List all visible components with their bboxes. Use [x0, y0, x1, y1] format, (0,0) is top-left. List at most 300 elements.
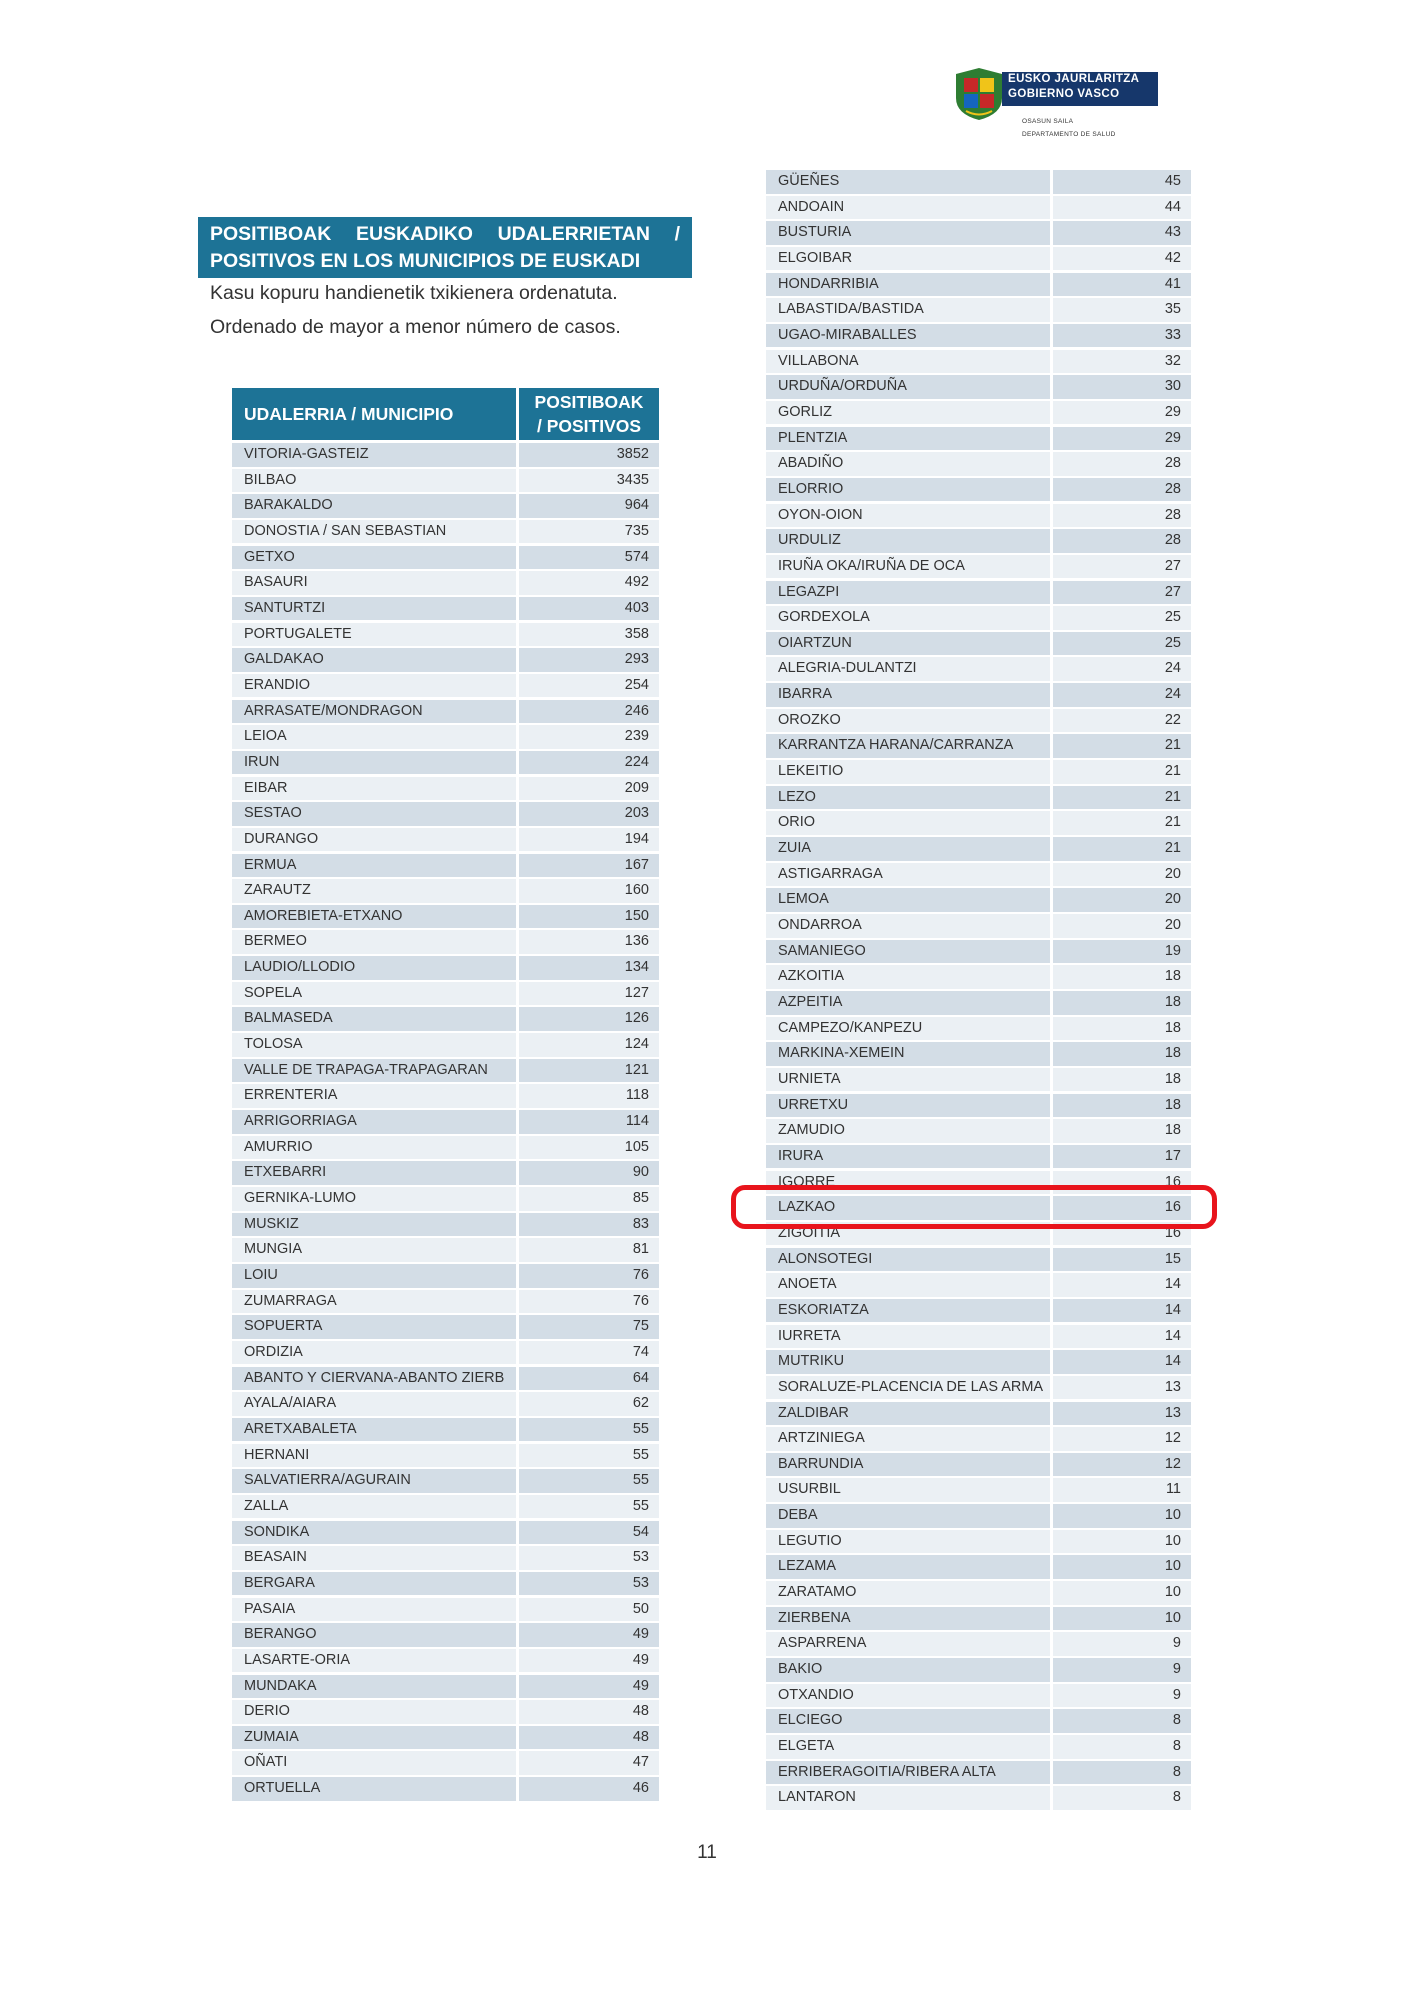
- municipality-name: OTXANDIO: [766, 1684, 1050, 1708]
- positives-count: 12: [1053, 1427, 1191, 1451]
- municipality-name: ELCIEGO: [766, 1709, 1050, 1733]
- municipality-name: ETXEBARRI: [232, 1161, 516, 1185]
- table-row: [766, 1299, 1191, 1325]
- positives-count: 10: [1053, 1530, 1191, 1554]
- municipality-name: UGAO-MIRABALLES: [766, 324, 1050, 348]
- table-row: [232, 751, 659, 777]
- positives-count: 29: [1053, 427, 1191, 451]
- positives-count: 246: [519, 700, 659, 724]
- positives-count: 28: [1053, 452, 1191, 476]
- positives-count: 45: [1053, 170, 1191, 194]
- municipality-name: VILLABONA: [766, 350, 1050, 374]
- municipality-name: ORDIZIA: [232, 1341, 516, 1365]
- table-row: [232, 1777, 659, 1803]
- table-row: [232, 623, 659, 649]
- title-word: POSITIBOAK: [210, 223, 332, 245]
- positives-count: 28: [1053, 478, 1191, 502]
- positives-count: 21: [1053, 811, 1191, 835]
- municipality-name: LANTARON: [766, 1786, 1050, 1810]
- municipality-name: LABASTIDA/BASTIDA: [766, 298, 1050, 322]
- positives-count: 105: [519, 1136, 659, 1160]
- positives-count: 48: [519, 1700, 659, 1724]
- municipality-name: OROZKO: [766, 709, 1050, 733]
- positives-count: 127: [519, 982, 659, 1006]
- table-row: [766, 1761, 1191, 1787]
- table-row: [232, 854, 659, 880]
- table-row: [232, 546, 659, 572]
- positives-count: 9: [1053, 1632, 1191, 1656]
- positives-count: 14: [1053, 1325, 1191, 1349]
- table-row: [766, 478, 1191, 504]
- positives-count: 21: [1053, 837, 1191, 861]
- positives-count: 136: [519, 930, 659, 954]
- positives-count: 167: [519, 854, 659, 878]
- positives-count: 74: [519, 1341, 659, 1365]
- table-row: [766, 1350, 1191, 1376]
- municipality-name: ARTZINIEGA: [766, 1427, 1050, 1451]
- table-row: [232, 469, 659, 495]
- municipality-name: ERRIBERAGOITIA/RIBERA ALTA: [766, 1761, 1050, 1785]
- positives-count: 50: [519, 1598, 659, 1622]
- header-municipality: UDALERRIA / MUNICIPIO: [232, 388, 516, 440]
- positives-count: 150: [519, 905, 659, 929]
- positives-count: 24: [1053, 683, 1191, 707]
- municipality-name: MUNGIA: [232, 1238, 516, 1262]
- municipality-name: DEBA: [766, 1504, 1050, 1528]
- table-row: [232, 1521, 659, 1547]
- municipality-name: LAZKAO: [766, 1196, 1050, 1220]
- positives-count: 160: [519, 879, 659, 903]
- positives-count: 27: [1053, 581, 1191, 605]
- municipality-name: HONDARRIBIA: [766, 273, 1050, 297]
- positives-count: 14: [1053, 1350, 1191, 1374]
- municipality-name: MARKINA-XEMEIN: [766, 1042, 1050, 1066]
- table-row: [232, 1084, 659, 1110]
- municipality-name: ALEGRIA-DULANTZI: [766, 657, 1050, 681]
- table-row: [766, 196, 1191, 222]
- positives-count: 76: [519, 1290, 659, 1314]
- municipality-name: VALLE DE TRAPAGA-TRAPAGARAN: [232, 1059, 516, 1083]
- municipality-name: ASPARRENA: [766, 1632, 1050, 1656]
- positives-count: 358: [519, 623, 659, 647]
- positives-count: 254: [519, 674, 659, 698]
- municipality-name: ERRENTERIA: [232, 1084, 516, 1108]
- municipality-name: SANTURTZI: [232, 597, 516, 621]
- municipality-name: BERMEO: [232, 930, 516, 954]
- municipality-name: PLENTZIA: [766, 427, 1050, 451]
- table-row: [766, 1607, 1191, 1633]
- municipality-name: BILBAO: [232, 469, 516, 493]
- municipality-name: OÑATI: [232, 1751, 516, 1775]
- municipality-name: GÜEÑES: [766, 170, 1050, 194]
- table-row: [232, 930, 659, 956]
- table-row: [766, 298, 1191, 324]
- table-row: [766, 940, 1191, 966]
- municipality-name: ALONSOTEGI: [766, 1248, 1050, 1272]
- municipality-name: AYALA/AIARA: [232, 1392, 516, 1416]
- positives-count: 8: [1053, 1761, 1191, 1785]
- positives-count: 964: [519, 494, 659, 518]
- municipality-name: AZKOITIA: [766, 965, 1050, 989]
- positives-count: 42: [1053, 247, 1191, 271]
- municipality-name: LEKEITIO: [766, 760, 1050, 784]
- table-row: [232, 956, 659, 982]
- table-row: [232, 1649, 659, 1675]
- table-row: [232, 1726, 659, 1752]
- positives-count: 25: [1053, 606, 1191, 630]
- positives-count: 14: [1053, 1273, 1191, 1297]
- municipality-name: IRURA: [766, 1145, 1050, 1169]
- positives-count: 55: [519, 1444, 659, 1468]
- table-row: [232, 1469, 659, 1495]
- positives-count: 574: [519, 546, 659, 570]
- table-row: [766, 1709, 1191, 1735]
- table-row: [232, 571, 659, 597]
- positives-count: 403: [519, 597, 659, 621]
- municipality-name: BUSTURIA: [766, 221, 1050, 245]
- table-row: [232, 1033, 659, 1059]
- table-row: [766, 1094, 1191, 1120]
- table-row: [766, 1504, 1191, 1530]
- title-line-2: POSITIVOS EN LOS MUNICIPIOS DE EUSKADI: [210, 250, 641, 272]
- positives-count: 13: [1053, 1376, 1191, 1400]
- table-row: [766, 965, 1191, 991]
- positives-count: 293: [519, 648, 659, 672]
- positives-count: 32: [1053, 350, 1191, 374]
- highlight-box: [731, 1185, 1217, 1229]
- table-row: [232, 905, 659, 931]
- table-row: [766, 324, 1191, 350]
- municipality-name: TOLOSA: [232, 1033, 516, 1057]
- left-table-body: [232, 443, 659, 1803]
- table-row: [766, 760, 1191, 786]
- municipality-name: AMOREBIETA-ETXANO: [232, 905, 516, 929]
- table-row: [766, 1555, 1191, 1581]
- municipality-name: ABANTO Y CIERVANA-ABANTO ZIERB: [232, 1367, 516, 1391]
- positives-count: 16: [1053, 1171, 1191, 1195]
- positives-count: 90: [519, 1161, 659, 1185]
- table-row: [232, 1315, 659, 1341]
- section-title: [198, 217, 692, 278]
- title-word: UDALERRIETAN: [497, 223, 650, 245]
- municipality-name: AMURRIO: [232, 1136, 516, 1160]
- table-row: [232, 1598, 659, 1624]
- table-row: [232, 777, 659, 803]
- positives-count: 9: [1053, 1658, 1191, 1682]
- municipality-name: IGORRE: [766, 1171, 1050, 1195]
- table-row: [766, 1376, 1191, 1402]
- municipality-name: URDUÑA/ORDUÑA: [766, 375, 1050, 399]
- positives-count: 8: [1053, 1786, 1191, 1810]
- table-row: [232, 1675, 659, 1701]
- municipality-name: SONDIKA: [232, 1521, 516, 1545]
- municipality-name: ZALLA: [232, 1495, 516, 1519]
- municipality-name: BEASAIN: [232, 1546, 516, 1570]
- positives-count: 11: [1053, 1478, 1191, 1502]
- positives-count: 114: [519, 1110, 659, 1134]
- municipality-name: ONDARROA: [766, 914, 1050, 938]
- table-row: [766, 401, 1191, 427]
- municipality-name: HERNANI: [232, 1444, 516, 1468]
- positives-count: 10: [1053, 1555, 1191, 1579]
- municipality-name: LEGAZPI: [766, 581, 1050, 605]
- municipality-name: VITORIA-GASTEIZ: [232, 443, 516, 467]
- municipality-name: BALMASEDA: [232, 1007, 516, 1031]
- municipality-name: DONOSTIA / SAN SEBASTIAN: [232, 520, 516, 544]
- positives-count: 118: [519, 1084, 659, 1108]
- positives-count: 224: [519, 751, 659, 775]
- positives-count: 29: [1053, 401, 1191, 425]
- municipality-name: GETXO: [232, 546, 516, 570]
- municipality-name: BAKIO: [766, 1658, 1050, 1682]
- municipality-name: ZAMUDIO: [766, 1119, 1050, 1143]
- government-logo: [950, 62, 1170, 142]
- table-row: [766, 991, 1191, 1017]
- page-number: 11: [697, 1842, 717, 1863]
- positives-count: 15: [1053, 1248, 1191, 1272]
- municipality-name: ARRIGORRIAGA: [232, 1110, 516, 1134]
- municipality-name: ARETXABALETA: [232, 1418, 516, 1442]
- table-row: [766, 350, 1191, 376]
- municipality-name: BERANGO: [232, 1623, 516, 1647]
- header-positives-line-1: POSITIBOAK: [534, 392, 644, 412]
- municipality-name: EIBAR: [232, 777, 516, 801]
- table-row: [766, 452, 1191, 478]
- subtitle-eu: Kasu kopuru handienetik txikienera ordenatuta.: [210, 282, 618, 304]
- positives-count: 10: [1053, 1581, 1191, 1605]
- positives-count: 24: [1053, 657, 1191, 681]
- positives-count: 16: [1053, 1196, 1191, 1220]
- positives-count: 18: [1053, 1017, 1191, 1041]
- positives-count: 20: [1053, 863, 1191, 887]
- positives-count: 18: [1053, 965, 1191, 989]
- positives-count: 49: [519, 1675, 659, 1699]
- positives-count: 10: [1053, 1607, 1191, 1631]
- table-row: [232, 1572, 659, 1598]
- table-row: [232, 700, 659, 726]
- positives-count: 12: [1053, 1453, 1191, 1477]
- municipality-name: LOIU: [232, 1264, 516, 1288]
- positives-count: 239: [519, 725, 659, 749]
- positives-count: 27: [1053, 555, 1191, 579]
- positives-count: 53: [519, 1572, 659, 1596]
- table-row: [232, 828, 659, 854]
- table-row: [232, 1059, 659, 1085]
- table-row: [232, 1110, 659, 1136]
- table-row: [766, 632, 1191, 658]
- table-row: [766, 221, 1191, 247]
- positives-count: 18: [1053, 1119, 1191, 1143]
- table-row: [766, 1042, 1191, 1068]
- positives-count: 19: [1053, 940, 1191, 964]
- positives-count: 18: [1053, 1042, 1191, 1066]
- positives-count: 28: [1053, 529, 1191, 553]
- municipality-name: PASAIA: [232, 1598, 516, 1622]
- table-row: [766, 555, 1191, 581]
- basque-seal-icon: [950, 64, 1008, 122]
- positives-count: 18: [1053, 1068, 1191, 1092]
- subtitle-es: Ordenado de mayor a menor número de casos.: [210, 316, 621, 338]
- table-row: [766, 811, 1191, 837]
- logo-line-2: GOBIERNO VASCO: [1008, 88, 1120, 100]
- municipality-name: GORLIZ: [766, 401, 1050, 425]
- municipality-name: AZPEITIA: [766, 991, 1050, 1015]
- municipality-name: ABADIÑO: [766, 452, 1050, 476]
- positives-count: 85: [519, 1187, 659, 1211]
- title-word: EUSKADIKO: [355, 223, 473, 245]
- positives-count: 18: [1053, 991, 1191, 1015]
- positives-count: 81: [519, 1238, 659, 1262]
- table-row: [766, 1735, 1191, 1761]
- municipality-name: URRETXU: [766, 1094, 1050, 1118]
- municipality-name: LAUDIO/LLODIO: [232, 956, 516, 980]
- positives-count: 55: [519, 1469, 659, 1493]
- positives-count: 53: [519, 1546, 659, 1570]
- municipality-name: LEGUTIO: [766, 1530, 1050, 1554]
- positives-count: 30: [1053, 375, 1191, 399]
- positives-count: 35: [1053, 298, 1191, 322]
- table-row: [232, 443, 659, 469]
- table-row: [232, 1187, 659, 1213]
- positives-count: 48: [519, 1726, 659, 1750]
- table-row: [232, 1238, 659, 1264]
- positives-count: 55: [519, 1495, 659, 1519]
- positives-count: 28: [1053, 504, 1191, 528]
- table-row: [232, 1161, 659, 1187]
- municipality-name: GORDEXOLA: [766, 606, 1050, 630]
- municipality-name: DERIO: [232, 1700, 516, 1724]
- logo-band: [1002, 72, 1158, 106]
- positives-count: 203: [519, 802, 659, 826]
- table-row: [766, 1453, 1191, 1479]
- table-row: [766, 837, 1191, 863]
- table-row: [766, 170, 1191, 196]
- table-row: [766, 734, 1191, 760]
- municipality-name: ELGOIBAR: [766, 247, 1050, 271]
- positives-count: 43: [1053, 221, 1191, 245]
- municipality-name: ELGETA: [766, 1735, 1050, 1759]
- municipality-name: LEIOA: [232, 725, 516, 749]
- table-row: [766, 1068, 1191, 1094]
- positives-count: 492: [519, 571, 659, 595]
- positives-count: 62: [519, 1392, 659, 1416]
- table-row: [232, 1264, 659, 1290]
- municipality-name: SORALUZE-PLACENCIA DE LAS ARMA: [766, 1376, 1050, 1400]
- municipality-name: ZARATAMO: [766, 1581, 1050, 1605]
- municipality-name: CAMPEZO/KANPEZU: [766, 1017, 1050, 1041]
- positives-count: 8: [1053, 1735, 1191, 1759]
- table-row: [232, 879, 659, 905]
- municipality-name: LEMOA: [766, 888, 1050, 912]
- municipality-name: OYON-OION: [766, 504, 1050, 528]
- municipality-name: ZIGOITIA: [766, 1222, 1050, 1246]
- logo-line-1: EUSKO JAURLARITZA: [1008, 73, 1140, 85]
- table-row: [232, 1623, 659, 1649]
- positives-count: 3435: [519, 469, 659, 493]
- municipality-name: ZARAUTZ: [232, 879, 516, 903]
- title-line-1: [210, 221, 680, 248]
- positives-count: 20: [1053, 888, 1191, 912]
- table-row: [232, 597, 659, 623]
- table-row: [232, 1392, 659, 1418]
- table-row: [766, 1786, 1191, 1812]
- municipality-name: USURBIL: [766, 1478, 1050, 1502]
- table-row: [766, 888, 1191, 914]
- positives-count: 18: [1053, 1094, 1191, 1118]
- title-word: /: [674, 223, 680, 245]
- table-row: [766, 1684, 1191, 1710]
- municipality-name: MUSKIZ: [232, 1213, 516, 1237]
- municipality-name: DURANGO: [232, 828, 516, 852]
- municipality-name: SESTAO: [232, 802, 516, 826]
- table-row: [232, 1495, 659, 1521]
- municipality-name: ERMUA: [232, 854, 516, 878]
- municipality-name: ANDOAIN: [766, 196, 1050, 220]
- municipality-name: ELORRIO: [766, 478, 1050, 502]
- municipality-name: IURRETA: [766, 1325, 1050, 1349]
- positives-count: 126: [519, 1007, 659, 1031]
- municipality-name: ESKORIATZA: [766, 1299, 1050, 1323]
- header-positives-line-2: / POSITIVOS: [536, 416, 642, 436]
- municipality-name: LEZAMA: [766, 1555, 1050, 1579]
- table-row: [766, 1427, 1191, 1453]
- positives-count: 121: [519, 1059, 659, 1083]
- table-row: [766, 504, 1191, 530]
- positives-count: 21: [1053, 786, 1191, 810]
- positives-count: 17: [1053, 1145, 1191, 1169]
- table-row: [232, 1341, 659, 1367]
- municipality-name: MUTRIKU: [766, 1350, 1050, 1374]
- positives-count: 735: [519, 520, 659, 544]
- table-header: [232, 388, 659, 440]
- table-row: [232, 1007, 659, 1033]
- table-row: [232, 1290, 659, 1316]
- positives-count: 13: [1053, 1402, 1191, 1426]
- municipality-name: KARRANTZA HARANA/CARRANZA: [766, 734, 1050, 758]
- table-row: [232, 520, 659, 546]
- municipality-name: ZALDIBAR: [766, 1402, 1050, 1426]
- table-row: [766, 709, 1191, 735]
- municipality-name: OIARTZUN: [766, 632, 1050, 656]
- municipality-name: BERGARA: [232, 1572, 516, 1596]
- municipality-name: GERNIKA-LUMO: [232, 1187, 516, 1211]
- municipality-name: IRUN: [232, 751, 516, 775]
- municipality-name: SOPUERTA: [232, 1315, 516, 1339]
- municipality-name: BARRUNDIA: [766, 1453, 1050, 1477]
- table-row: [232, 494, 659, 520]
- positives-count: 49: [519, 1649, 659, 1673]
- municipality-name: ZUMARRAGA: [232, 1290, 516, 1314]
- header-positives: [519, 388, 659, 440]
- table-row: [766, 1273, 1191, 1299]
- table-row: [232, 802, 659, 828]
- positives-count: 124: [519, 1033, 659, 1057]
- municipality-name: ZIERBENA: [766, 1607, 1050, 1631]
- municipality-name: ORIO: [766, 811, 1050, 835]
- table-row: [766, 786, 1191, 812]
- table-row: [232, 1700, 659, 1726]
- municipality-name: PORTUGALETE: [232, 623, 516, 647]
- positives-count: 76: [519, 1264, 659, 1288]
- table-row: [232, 1751, 659, 1777]
- municipality-name: URDULIZ: [766, 529, 1050, 553]
- municipality-name: IBARRA: [766, 683, 1050, 707]
- table-row: [232, 1418, 659, 1444]
- table-row: [766, 247, 1191, 273]
- dept-name-eu: OSASUN SAILA: [1022, 118, 1074, 125]
- positives-count: 21: [1053, 760, 1191, 784]
- municipality-name: MUNDAKA: [232, 1675, 516, 1699]
